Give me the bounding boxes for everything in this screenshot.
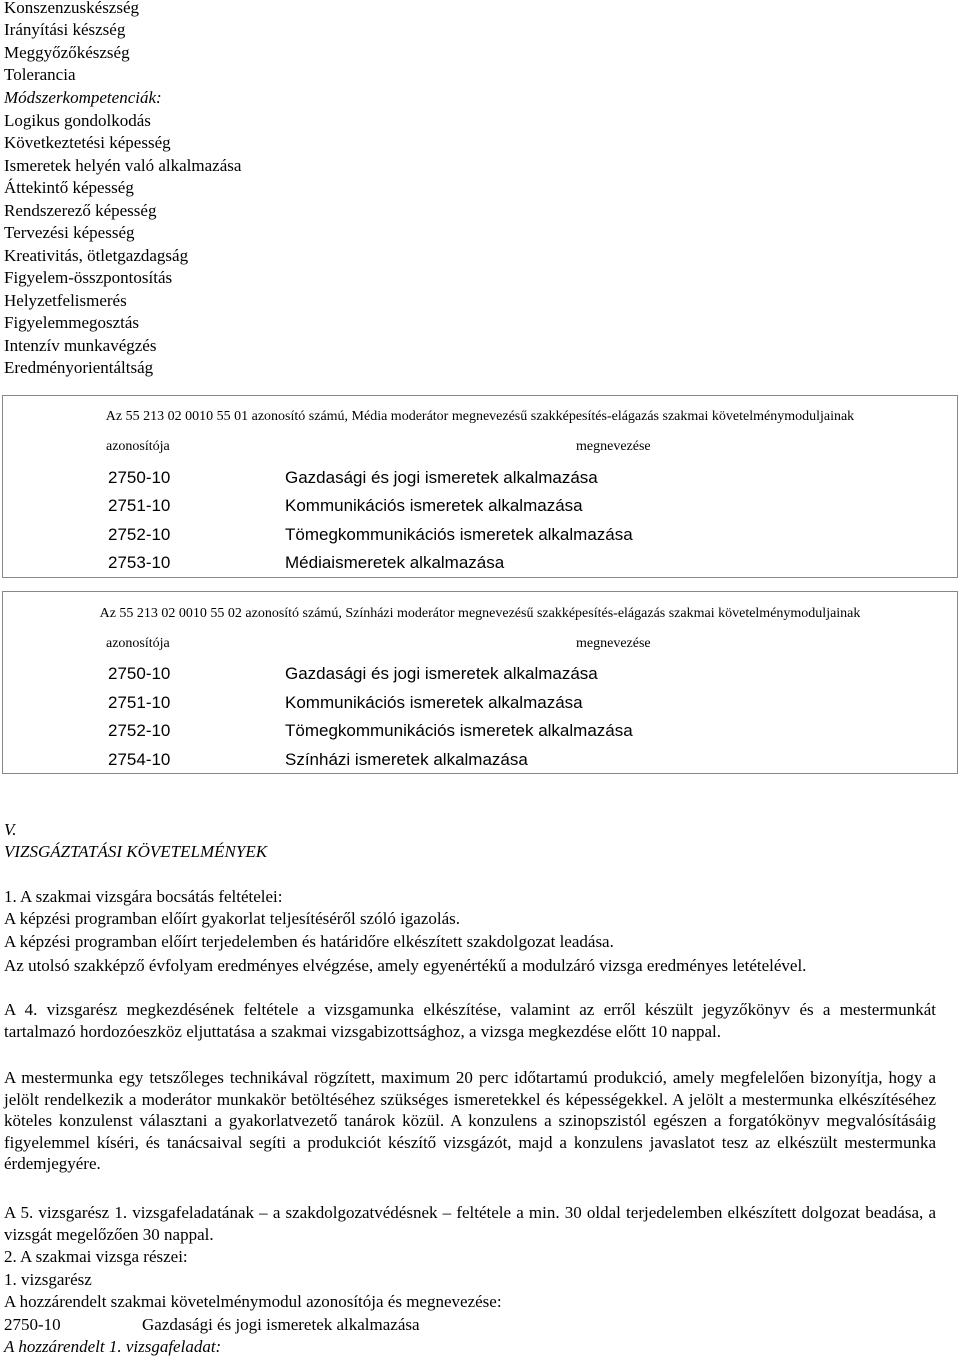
- list-item: Kreativitás, ötletgazdagság: [4, 246, 189, 265]
- column-header-id: azonosítója: [106, 439, 170, 454]
- list-item: Meggyőzőkészség: [4, 43, 130, 62]
- paragraph: A képzési programban előírt gyakorlat teljesítéséről szóló igazolás.: [4, 909, 461, 928]
- module-table-1: [2, 395, 958, 578]
- list-item: Tervezési képesség: [4, 223, 135, 242]
- list-item: Áttekintő képesség: [4, 178, 134, 197]
- list-item: Eredményorientáltság: [4, 358, 154, 377]
- section-title: VIZSGÁZTATÁSI KÖVETELMÉNYEK: [4, 842, 268, 861]
- module-code: 2754-10: [108, 750, 171, 769]
- module-code: 2750-10: [108, 664, 171, 683]
- module-name: Gazdasági és jogi ismeretek alkalmazása: [285, 468, 598, 487]
- subsection-heading: 1. A szakmai vizsgára bocsátás feltételei:: [4, 887, 283, 906]
- module-code: 2752-10: [108, 721, 171, 740]
- module-name: Kommunikációs ismeretek alkalmazása: [285, 496, 583, 515]
- module-name: Tömegkommunikációs ismeretek alkalmazása: [285, 525, 633, 544]
- module-name: Gazdasági és jogi ismeretek alkalmazása: [285, 664, 598, 683]
- module-code: 2753-10: [108, 553, 171, 572]
- subsection-heading: 2. A szakmai vizsga részei:: [4, 1247, 188, 1266]
- exam-part: 1. vizsgarész: [4, 1270, 92, 1289]
- paragraph: A képzési programban előírt terjedelemben és határidőre elkészített szakdolgozat leadása.: [4, 932, 614, 951]
- module-table-2: [2, 591, 958, 774]
- list-item: Konszenzuskészség: [4, 0, 140, 17]
- module-code: 2752-10: [108, 525, 171, 544]
- list-item: Ismeretek helyén való alkalmazása: [4, 156, 242, 175]
- table-caption: Az 55 213 02 0010 55 02 azonosító számú, Színházi moderátor megnevezésű szakképesítés-elágazás szakmai követelménymoduljainak: [99, 606, 861, 621]
- list-item: Figyelemmegosztás: [4, 313, 140, 332]
- paragraph: A 4. vizsgarész megkezdésének feltétele a vizsgamunka elkészítése, valamint az erről készült jegyzőkönyv és a mestermunkát tartalmazó hordozóeszköz eljuttatása a szakmai vizsgabizottsághoz, a vizsga megkezdése előtt 10 nappal.: [4, 1000, 936, 1041]
- module-name: Színházi ismeretek alkalmazása: [285, 750, 528, 769]
- list-item: Következtetési képesség: [4, 133, 171, 152]
- module-code: 2750-10: [4, 1315, 61, 1334]
- column-header-name: megnevezése: [576, 636, 651, 651]
- list-item: Figyelem-összpontosítás: [4, 268, 173, 287]
- module-name: Médiaismeretek alkalmazása: [285, 553, 505, 572]
- list-item: Intenzív munkavégzés: [4, 336, 157, 355]
- module-label: A hozzárendelt szakmai követelménymodul azonosítója és megnevezése:: [4, 1292, 502, 1311]
- table-caption: Az 55 213 02 0010 55 01 azonosító számú, Média moderátor megnevezésű szakképesítés-elágazás szakmai követelménymoduljainak: [105, 409, 855, 424]
- module-name: Gazdasági és jogi ismeretek alkalmazása: [142, 1315, 420, 1334]
- method-heading: Módszerkompetenciák:: [4, 88, 162, 107]
- list-item: Helyzetfelismerés: [4, 291, 127, 310]
- module-code: 2750-10: [108, 468, 171, 487]
- section-number: V.: [4, 820, 17, 839]
- module-name: Tömegkommunikációs ismeretek alkalmazása: [285, 721, 633, 740]
- module-name: Kommunikációs ismeretek alkalmazása: [285, 693, 583, 712]
- list-item: Irányítási készség: [4, 20, 126, 39]
- module-code: 2751-10: [108, 693, 171, 712]
- list-item: Rendszerező képesség: [4, 201, 157, 220]
- paragraph: A 5. vizsgarész 1. vizsgafeladatának – a szakdolgozatvédésnek – feltétele a min. 30 oldal terjedelemben elkészített dolgozat beadása, a vizsgát megelőzően 30 nappal.: [4, 1203, 936, 1244]
- list-item: Logikus gondolkodás: [4, 111, 151, 130]
- exam-task-label: A hozzárendelt 1. vizsgafeladat:: [4, 1337, 222, 1356]
- column-header-id: azonosítója: [106, 636, 170, 651]
- paragraph: A mestermunka egy tetszőleges technikával rögzített, maximum 20 perc időtartamú produkció, amely megfelelően bizonyítja, hogy a jelölt rendelkezik a moderátor munkakör betöltéséhez szükséges ismeretekkel és képességekkel. A jelölt a mestermunka elkészítéséhez köteles konzulenst választani a gyakorlatvezető tanárok közül. A konzulens a szinopszistól egészen a forgatókönyv megvalósításáig figyelemmel kíséri, és tanácsaival segíti a produkciót készítő vizsgázót, majd a konzulens javaslatot tesz az elkészült mestermunka érdemjegyére.: [4, 1068, 936, 1173]
- list-item: Tolerancia: [4, 65, 76, 84]
- column-header-name: megnevezése: [576, 439, 651, 454]
- paragraph: Az utolsó szakképző évfolyam eredményes elvégzése, amely egyenértékű a modulzáró vizsga eredményes letételével.: [4, 956, 807, 975]
- module-code: 2751-10: [108, 496, 171, 515]
